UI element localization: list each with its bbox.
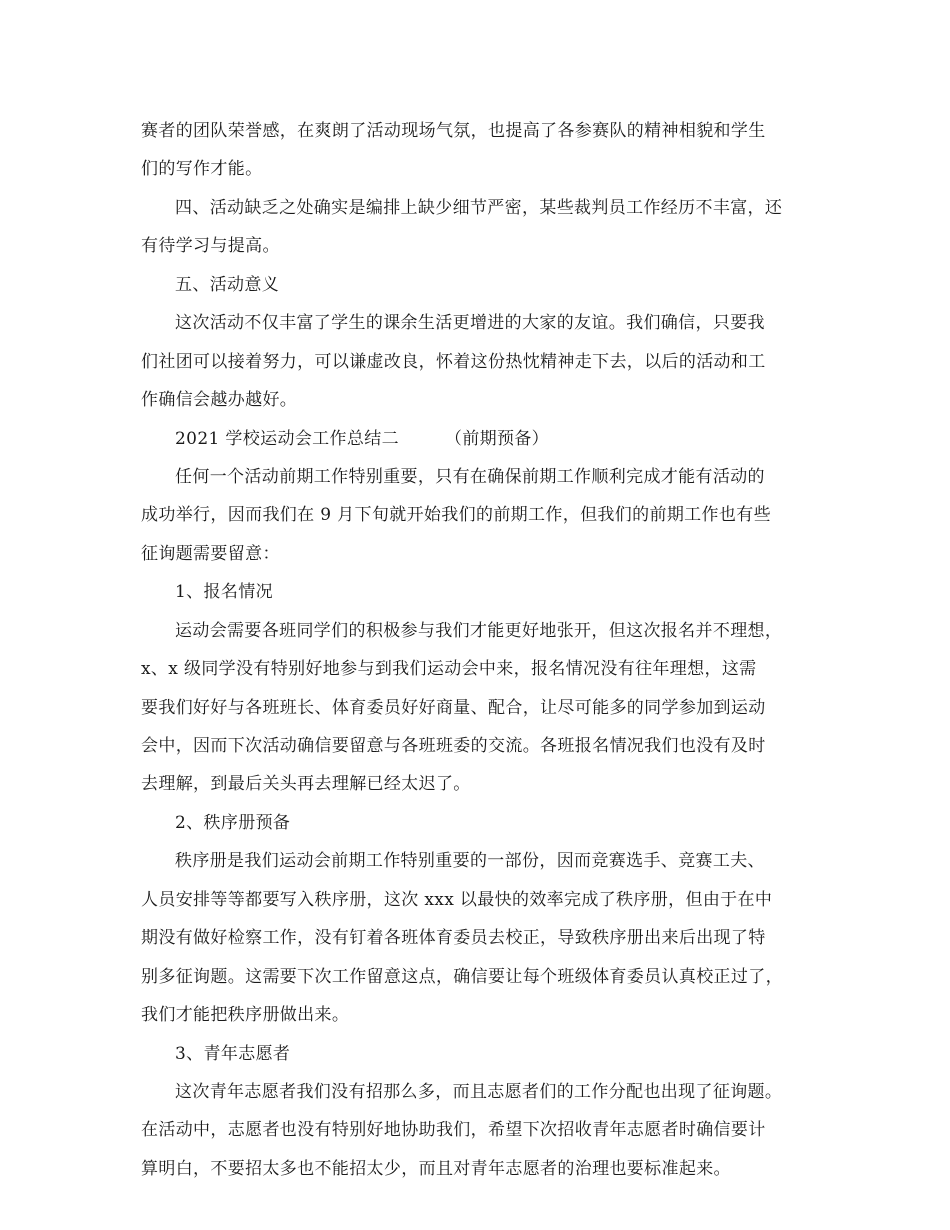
paragraph-line: 任何一个活动前期工作特别重要，只有在确保前期工作顺利完成才能有活动的 [175, 466, 765, 487]
paragraph-line: x、x 级同学没有特别好地参与到我们运动会中来，报名情况没有往年理想，这需 [141, 659, 757, 680]
paragraph-line: 会中，因而下次活动确信要留意与各班班委的交流。各班报名情况我们也没有及时 [141, 736, 766, 756]
document-body [141, 112, 809, 1188]
paragraph-line: 四、活动缺乏之处确实是编排上缺少细节严密，某些裁判员工作经历不丰富，还 [175, 197, 783, 218]
paragraph-line: 这次活动不仅丰富了学生的课余生活更增进的大家的友谊。我们确信，只要我 [175, 313, 765, 334]
paragraph-line: 运动会需要各班同学们的积极参与我们才能更好地张开，但这次报名并不理想， [175, 620, 783, 641]
paragraph-line: 人员安排等等都要写入秩序册，这次 xxx 以最快的效率完成了秩序册，但由于在中 [141, 889, 773, 910]
section-heading: 五、活动意义 [175, 274, 280, 295]
section-heading: 1、报名情况 [175, 582, 273, 603]
paragraph-line: 这次青年志愿者我们没有招那么多，而且志愿者们的工作分配也出现了征询题。 [175, 1081, 783, 1102]
paragraph-line: 们的写作才能。 [141, 159, 263, 180]
document-title: 2021 学校运动会工作总结二 [175, 428, 399, 449]
paragraph-line: 期没有做好检察工作，没有钉着各班体育委员去校正，导致秩序册出来后出现了特 [141, 928, 766, 949]
section-subtitle: （前期预备） [444, 428, 550, 449]
paragraph-line: 成功举行，因而我们在 9 月下旬就开始我们的前期工作，但我们的前期工作也有些 [141, 505, 771, 526]
document-title-line [141, 420, 809, 458]
section-heading: 3、青年志愿者 [175, 1043, 291, 1064]
paragraph-line: 征询题需要留意： [141, 543, 280, 564]
paragraph-line: 我们才能把秩序册做出来。 [141, 1005, 350, 1026]
paragraph-line: 秩序册是我们运动会前期工作特别重要的一部份，因而竞赛选手、竞赛工夫、 [175, 851, 765, 872]
paragraph-line: 要我们好好与各班班长、体育委员好好商量、配合，让尽可能多的同学参加到运动 [141, 697, 766, 718]
paragraph-line: 赛者的团队荣誉感，在爽朗了活动现场气氛，也提高了各参赛队的精神相貌和学生 [141, 121, 766, 141]
paragraph-line: 别多征询题。这需要下次工作留意这点，确信要让每个班级体育委员认真校正过了， [141, 966, 783, 987]
paragraph-line: 去理解，到最后关头再去理解已经太迟了。 [141, 774, 471, 795]
paragraph-line: 在活动中，志愿者也没有特别好地协助我们，希望下次招收青年志愿者时确信要计 [141, 1120, 766, 1141]
paragraph-line: 们社团可以接着努力，可以谦虚改良，怀着这份热忱精神走下去，以后的活动和工 [141, 351, 766, 372]
paragraph-line: 有待学习与提高。 [141, 236, 280, 257]
paragraph-line: 算明白，不要招太多也不能招太少，而且对青年志愿者的治理也要标准起来。 [141, 1158, 731, 1179]
section-heading: 2、秩序册预备 [175, 812, 291, 833]
paragraph-line: 作确信会越办越好。 [141, 390, 298, 411]
